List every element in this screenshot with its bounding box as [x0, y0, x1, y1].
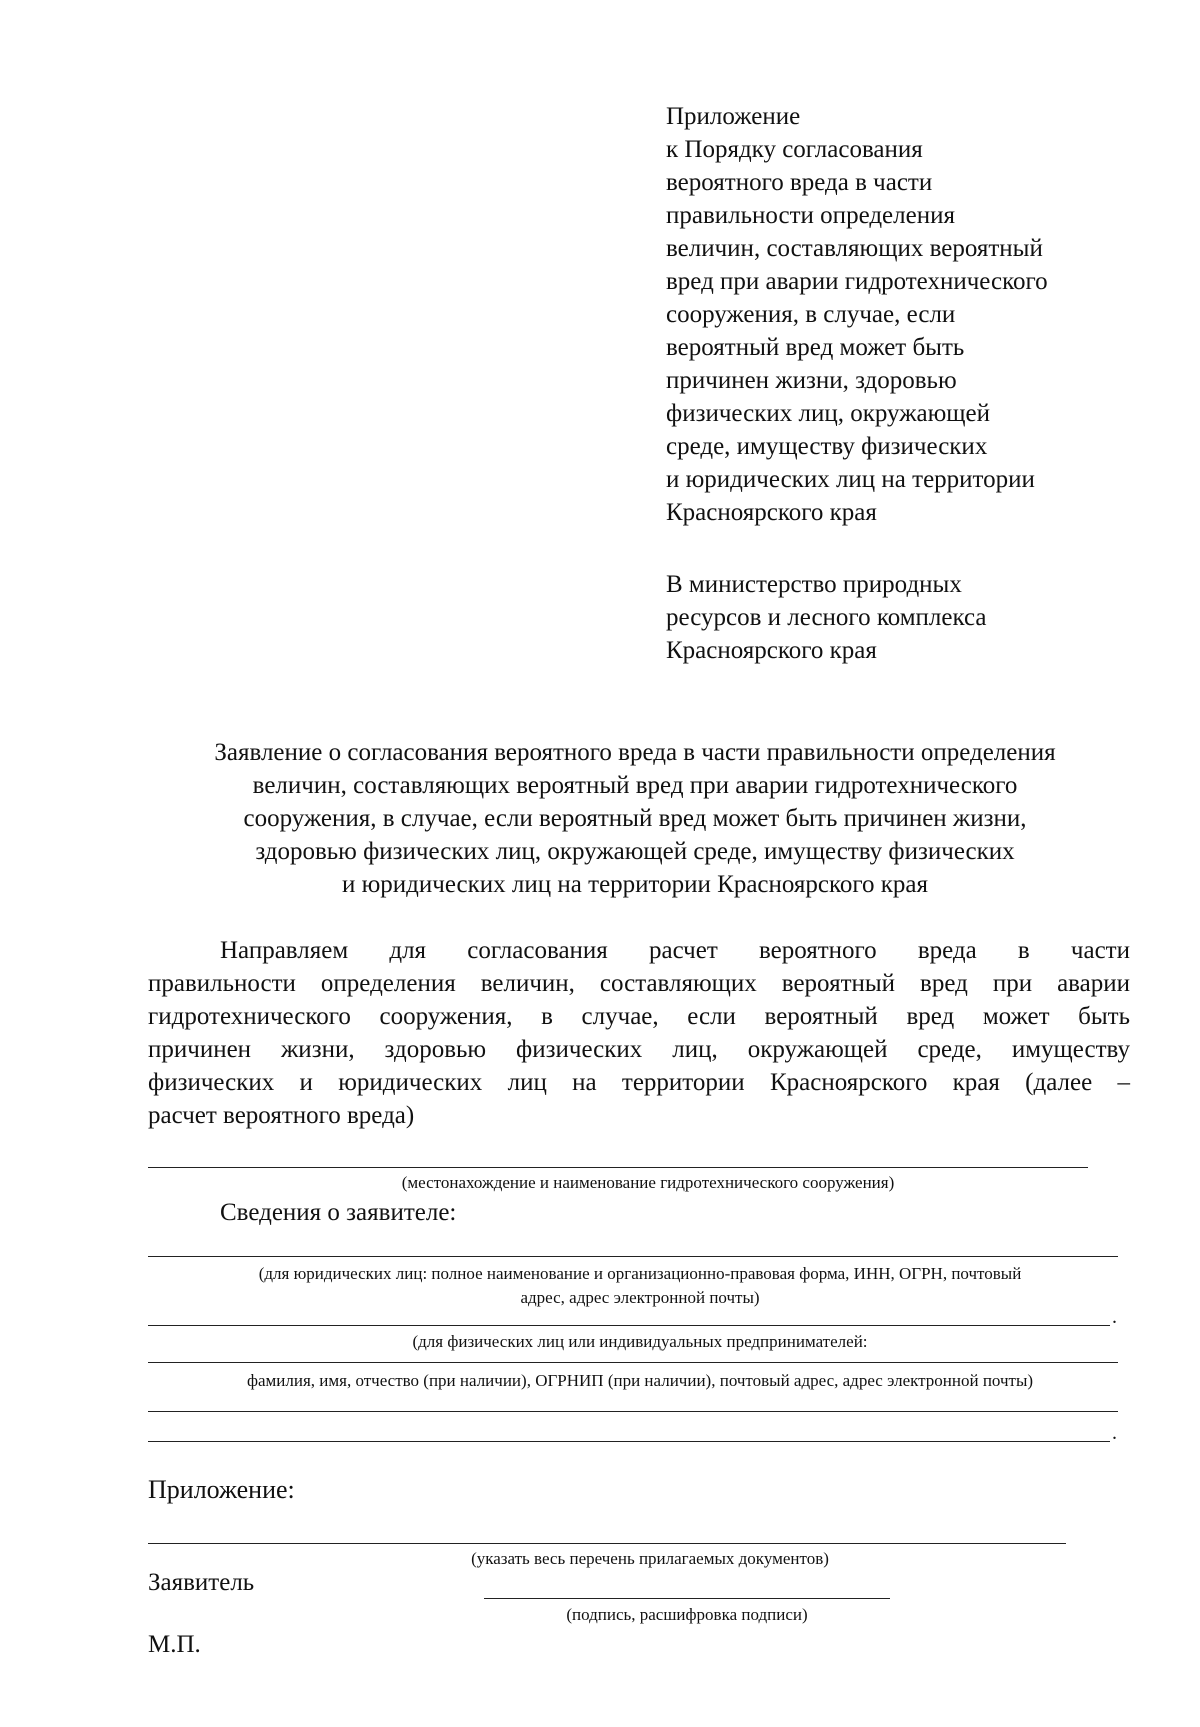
appendix-line: и юридических лиц на территории — [666, 466, 1035, 493]
appendix-line: к Порядку согласования — [666, 136, 923, 163]
recipient-line: В министерство природных — [666, 571, 962, 598]
applicant-info-label: Сведения о заявителе: — [220, 1199, 457, 1226]
application-title — [140, 736, 1130, 901]
title-line: здоровью физических лиц, окружающей среде, имуществу физических — [255, 838, 1015, 865]
facility-fill-line[interactable] — [148, 1167, 1088, 1168]
body-line: физических и юридических лиц на территории Красноярского края (далее – — [148, 1069, 1130, 1096]
individual-fill-line[interactable] — [148, 1362, 1118, 1363]
title-line: величин, составляющих вероятный вред при аварии гидротехнического — [252, 772, 1018, 799]
line-end-dot: . — [1112, 1306, 1117, 1328]
signature-caption: (подпись, расшифровка подписи) — [566, 1605, 808, 1624]
appendix-line: Красноярского края — [666, 499, 877, 526]
recipient-line: Красноярского края — [666, 637, 877, 664]
body-line: причинен жизни, здоровью физических лиц, окружающей среде, имуществу — [148, 1036, 1130, 1063]
appendix-header — [666, 100, 1186, 529]
title-line: сооружения, в случае, если вероятный вред может быть причинен жизни, — [243, 805, 1027, 832]
legal-entity-caption-1: (для юридических лиц: полное наименование и организационно-правовая форма, ИНН, ОГРН, почтовый — [258, 1264, 1022, 1283]
appendix-line: вред при аварии гидротехнического — [666, 268, 1048, 295]
recipient-line: ресурсов и лесного комплекса — [666, 604, 987, 631]
attachment-caption: (указать весь перечень прилагаемых документов) — [471, 1549, 829, 1568]
appendix-line: Приложение — [666, 103, 801, 130]
body-line: Направляем для согласования расчет вероятного вреда в части — [220, 937, 1130, 964]
legal-entity-fill-line-2[interactable] — [148, 1325, 1110, 1326]
legal-entity-caption-2: адрес, адрес электронной почты) — [520, 1288, 760, 1307]
individual-fill-line-2[interactable] — [148, 1411, 1118, 1412]
appendix-line: сооружения, в случае, если — [666, 301, 956, 328]
body-line: правильности определения величин, составляющих вероятный вред при аварии — [148, 970, 1130, 997]
body-line: расчет вероятного вреда) — [148, 1102, 415, 1129]
appendix-line: вероятного вреда в части — [666, 169, 933, 196]
individual-caption-2: фамилия, имя, отчество (при наличии), ОГРНИП (при наличии), почтовый адрес, адрес электронной почты) — [246, 1371, 1034, 1390]
appendix-line: причинен жизни, здоровью — [666, 367, 957, 394]
appendix-line: среде, имуществу физических — [666, 433, 988, 460]
attachment-fill-line[interactable] — [148, 1543, 1066, 1544]
body-line: гидротехнического сооружения, в случае, если вероятный вред может быть — [148, 1003, 1130, 1030]
signature-fill-line[interactable] — [484, 1598, 890, 1599]
individual-fill-line-3[interactable] — [148, 1441, 1110, 1442]
appendix-line: физических лиц, окружающей — [666, 400, 990, 427]
applicant-sign-label: Заявитель — [148, 1569, 255, 1596]
facility-caption: (местонахождение и наименование гидротехнического сооружения) — [401, 1173, 895, 1192]
line-end-dot: . — [1112, 1422, 1117, 1444]
attachment-label: Приложение: — [148, 1475, 295, 1504]
appendix-line: величин, составляющих вероятный — [666, 235, 1043, 262]
title-line: и юридических лиц на территории Красноярского края — [341, 871, 929, 898]
legal-entity-fill-line[interactable] — [148, 1256, 1118, 1257]
stamp-label: М.П. — [148, 1631, 201, 1658]
recipient-block — [666, 568, 1186, 667]
appendix-line: вероятный вред может быть — [666, 334, 965, 361]
individual-caption-1: (для физических лиц или индивидуальных предпринимателей: — [412, 1332, 868, 1351]
body-paragraph — [148, 934, 1130, 1132]
title-line: Заявление о согласования вероятного вреда в части правильности определения — [214, 739, 1056, 766]
appendix-line: правильности определения — [666, 202, 955, 229]
